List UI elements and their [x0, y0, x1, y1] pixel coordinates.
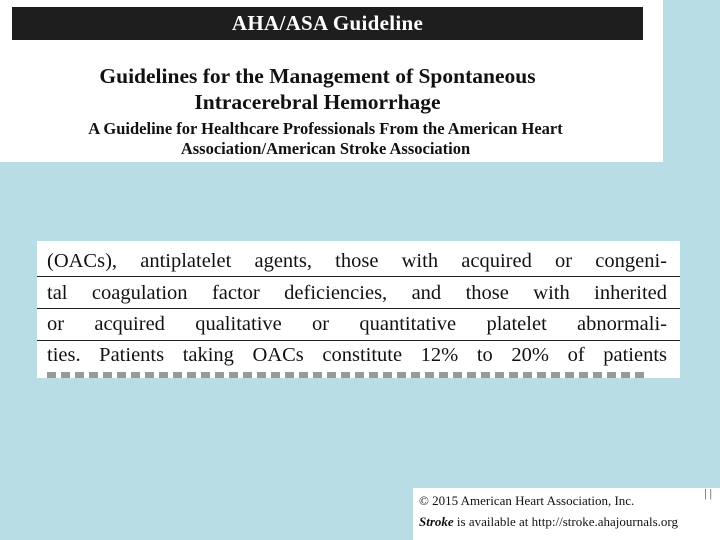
underline-1 [37, 276, 680, 277]
excerpt-line-1: (OACs), antiplatelet agents, those with acquired or congeni- [47, 250, 667, 272]
journal-availability [419, 514, 678, 530]
journal-url-text: is available at http://stroke.ahajournals.org [456, 514, 678, 529]
citation-footer-panel [413, 488, 720, 540]
corner-mark: | | [704, 486, 712, 500]
copyright-text: © 2015 American Heart Association, Inc. [419, 493, 635, 508]
excerpt-line-3: or acquired qualitative or quantitative platelet abnormali- [47, 313, 667, 335]
document-title-line-1: Guidelines for the Management of Spontaneous [99, 64, 536, 88]
underline-3 [37, 340, 680, 341]
excerpt-line-2: tal coagulation factor deficiencies, and those with inherited [47, 282, 667, 304]
document-subtitle-line-1: A Guideline for Healthcare Professionals From the American Heart [88, 119, 563, 138]
guideline-header-panel [0, 0, 663, 162]
text-excerpt-panel [37, 241, 680, 378]
document-subtitle-line-2: Association/American Stroke Association [180, 139, 471, 158]
excerpt-line-4: ties. Patients taking OACs constitute 12% to 20% of patients [47, 344, 667, 366]
journal-name: Stroke [419, 514, 454, 529]
cut-off-text-fragment [47, 372, 647, 378]
underline-2 [37, 308, 680, 309]
guideline-banner: AHA/ASA Guideline [12, 7, 643, 40]
document-title-line-2: Intracerebral Hemorrhage [194, 90, 441, 114]
